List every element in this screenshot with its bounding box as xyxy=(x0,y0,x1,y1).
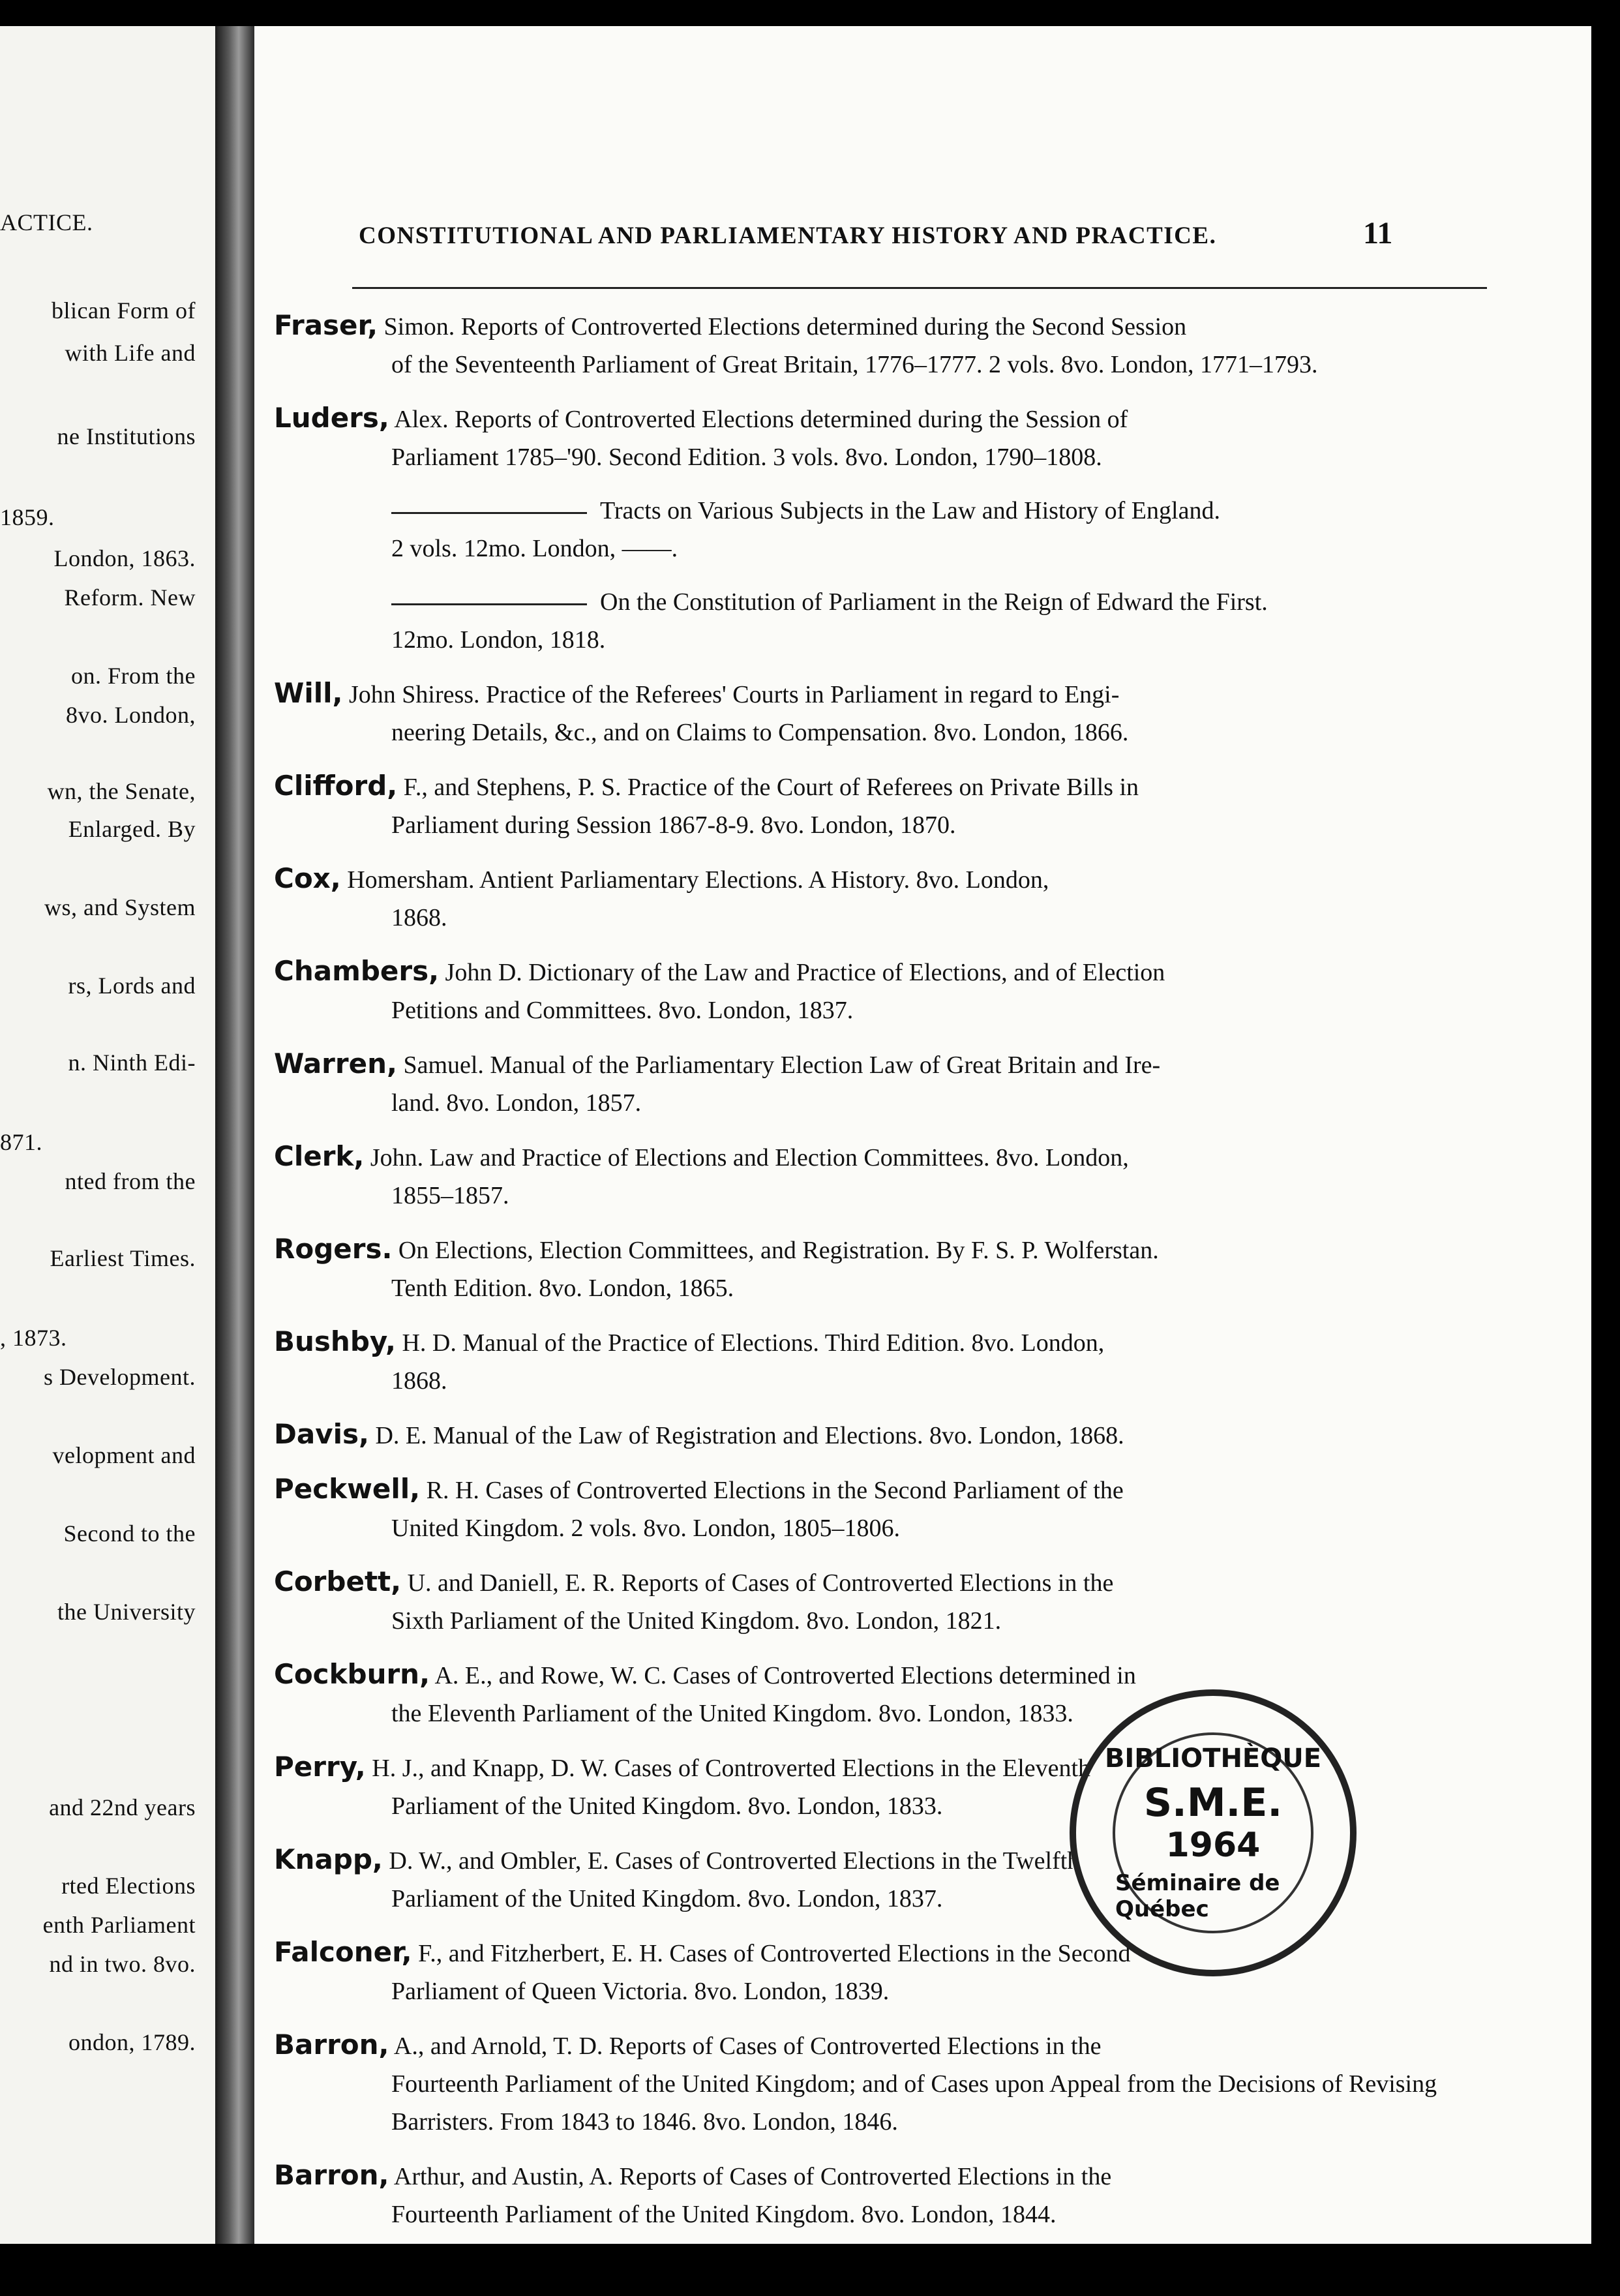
entry-title: F., and Stephens, P. S. Practice of the Court of Referees on Private Bills in xyxy=(397,774,1139,801)
entry-first-line xyxy=(274,2026,1480,2065)
facing-page-line: ondon, 1789. xyxy=(68,2029,196,2055)
entry-author: Davis, xyxy=(274,1418,369,1450)
entry-continuation: Parliament of the United Kingdom. 8vo. London, 1833. xyxy=(391,1792,943,1820)
bibliography-entry xyxy=(274,1138,1480,1215)
facing-page-line: nd in two. 8vo. xyxy=(49,1951,196,1977)
entry-continuation: neering Details, &c., and on Claims to Compensation. 8vo. London, 1866. xyxy=(391,719,1129,746)
entry-continuation: 12mo. London, 1818. xyxy=(391,626,606,654)
bibliography-entry xyxy=(274,399,1480,476)
entry-title: H. D. Manual of the Practice of Elections. Third Edition. 8vo. London, xyxy=(395,1329,1105,1357)
stamp-middle-text: S.M.E. xyxy=(1143,1780,1283,1826)
entry-title: Simon. Reports of Controverted Elections determined during the Second Session xyxy=(378,313,1187,340)
facing-page-line: with Life and xyxy=(65,340,196,366)
entry-author: Rogers. xyxy=(274,1233,393,1265)
entry-first-line xyxy=(274,952,1480,991)
entry-title: John. Law and Practice of Elections and Election Committees. 8vo. London, xyxy=(364,1144,1129,1171)
facing-page xyxy=(0,26,215,2244)
facing-page-line: ws, and System xyxy=(44,894,196,920)
facing-page-line: , 1873. xyxy=(0,1325,67,1351)
facing-page-line: 8vo. London, xyxy=(66,702,196,728)
facing-page-line: rs, Lords and xyxy=(68,973,196,999)
entry-title: John Shiress. Practice of the Referees' Courts in Parliament in regard to Engi- xyxy=(342,681,1120,708)
entry-title: R. H. Cases of Controverted Elections in the Second Parliament of the xyxy=(420,1477,1124,1504)
bibliography-entry xyxy=(274,2156,1480,2233)
entry-author: Cockburn, xyxy=(274,1658,430,1690)
facing-page-line: the University xyxy=(57,1599,196,1625)
entry-title: F., and Fitzherbert, E. H. Cases of Controverted Elections in the Second xyxy=(412,1940,1131,1967)
entry-author: Peckwell, xyxy=(274,1473,421,1505)
entry-author: Cox, xyxy=(274,862,341,894)
entry-continuation: Parliament 1785–'90. Second Edition. 3 vols. 8vo. London, 1790–1808. xyxy=(391,444,1102,471)
bibliography-entry xyxy=(274,1045,1480,1122)
bibliography-entry xyxy=(274,1563,1480,1640)
entry-continuation: the Eleventh Parliament of the United Kingdom. 8vo. London, 1833. xyxy=(391,1700,1073,1727)
facing-page-line: velopment and xyxy=(52,1442,196,1468)
page-number: 11 xyxy=(1363,216,1393,250)
entry-author: Barron, xyxy=(274,2029,389,2061)
entry-first-line xyxy=(274,1323,1480,1362)
bibliography-entry xyxy=(274,860,1480,937)
entry-title: Arthur, and Austin, A. Reports of Cases of Controverted Elections in the xyxy=(389,2163,1112,2190)
facing-page-line: s Development. xyxy=(44,1364,196,1390)
facing-page-line: Reform. New xyxy=(64,584,196,611)
entry-continuation: Fourteenth Parliament of the United Kingdom; and of Cases upon Appeal from the Decisions of Revising Barristers. From 1843 to 1846. 8vo. London, 1846. xyxy=(391,2070,1437,2136)
scan-border-bottom xyxy=(0,2244,1620,2296)
entry-title: A., and Arnold, T. D. Reports of Cases of Controverted Elections in the xyxy=(389,2032,1102,2060)
entry-author: Bushby, xyxy=(274,1325,396,1357)
bibliography-entry xyxy=(274,767,1480,844)
entry-continuation: 1868. xyxy=(391,904,447,931)
entry-first-line xyxy=(274,2156,1480,2196)
stamp-top-text: BIBLIOTHÈQUE xyxy=(1104,1744,1322,1774)
entry-continuation: of the Seventeenth Parliament of Great Britain, 1776–1777. 2 vols. 8vo. London, 1771–1793. xyxy=(391,351,1318,378)
ditto-dash xyxy=(391,512,587,514)
facing-page-line: Second to the xyxy=(63,1520,196,1547)
entry-first-line xyxy=(274,583,1480,621)
entry-continuation: Fourteenth Parliament of the United Kingdom. 8vo. London, 1844. xyxy=(391,2201,1057,2228)
bibliography-entry xyxy=(274,2026,1480,2141)
bibliography-entry xyxy=(274,492,1480,567)
facing-page-line: n. Ninth Edi- xyxy=(68,1050,196,1076)
bibliography-entry xyxy=(274,1230,1480,1307)
entry-author: Falconer, xyxy=(274,1936,412,1968)
facing-page-line: on. From the xyxy=(71,663,196,689)
entry-continuation: land. 8vo. London, 1857. xyxy=(391,1089,642,1117)
entry-first-line xyxy=(274,1230,1480,1269)
entry-title: D. W., and Ombler, E. Cases of Controverted Elections in the Twelfth xyxy=(382,1847,1080,1875)
entry-continuation: Parliament of the United Kingdom. 8vo. London, 1837. xyxy=(391,1885,943,1912)
entry-author: Perry, xyxy=(274,1751,366,1783)
header-rule xyxy=(352,287,1487,289)
entry-continuation: Sixth Parliament of the United Kingdom. 8vo. London, 1821. xyxy=(391,1607,1002,1635)
entry-title: D. E. Manual of the Law of Registration and Elections. 8vo. London, 1868. xyxy=(368,1422,1124,1449)
entry-author: Luders, xyxy=(274,402,389,434)
entry-first-line xyxy=(274,767,1480,806)
entry-first-line xyxy=(274,1138,1480,1177)
entry-author: Knapp, xyxy=(274,1843,383,1875)
bibliography-entry xyxy=(274,674,1480,751)
facing-page-line: blican Form of xyxy=(52,297,196,324)
entry-title: Alex. Reports of Controverted Elections determined during the Session of xyxy=(389,406,1128,433)
entry-author: Clifford, xyxy=(274,770,398,802)
entry-continuation: Parliament during Session 1867-8-9. 8vo. London, 1870. xyxy=(391,811,956,839)
bibliography-entry xyxy=(274,1470,1480,1547)
entry-continuation: United Kingdom. 2 vols. 8vo. London, 1805–1806. xyxy=(391,1515,901,1542)
entry-author: Chambers, xyxy=(274,955,440,987)
facing-page-line: 1859. xyxy=(0,504,55,530)
library-stamp-inner xyxy=(1104,1732,1322,1933)
entry-first-line xyxy=(274,1045,1480,1084)
facing-page-line: Earliest Times. xyxy=(50,1245,196,1271)
entry-first-line xyxy=(274,492,1480,530)
entry-first-line xyxy=(274,1415,1480,1455)
entry-continuation: Parliament of Queen Victoria. 8vo. London, 1839. xyxy=(391,1978,890,2005)
entry-continuation: 1868. xyxy=(391,1367,447,1395)
bibliography-entry xyxy=(274,1323,1480,1400)
stamp-bottom-text: Séminaire de Québec xyxy=(1115,1870,1280,1922)
entry-title: On the Constitution of Parliament in the Reign of Edward the First. xyxy=(600,588,1268,616)
bibliography-entry xyxy=(274,583,1480,659)
entry-title: John D. Dictionary of the Law and Practice of Elections, and of Election xyxy=(439,959,1165,986)
entry-title: On Elections, Election Committees, and Registration. By F. S. P. Wolferstan. xyxy=(392,1237,1159,1264)
entry-first-line xyxy=(274,399,1480,438)
page-header: CONSTITUTIONAL AND PARLIAMENTARY HISTORY AND PRACTICE. xyxy=(359,222,1217,249)
facing-page-line: London, 1863. xyxy=(53,545,196,571)
entry-author: Warren, xyxy=(274,1048,397,1080)
entry-first-line xyxy=(274,860,1480,899)
bibliography-entry xyxy=(274,1415,1480,1455)
entry-continuation: Petitions and Committees. 8vo. London, 1837. xyxy=(391,997,854,1024)
entry-title: H. J., and Knapp, D. W. Cases of Controverted Elections in the Eleventh xyxy=(365,1755,1091,1782)
book-gutter xyxy=(215,26,254,2244)
entry-first-line xyxy=(274,674,1480,714)
facing-page-line: rted Elections xyxy=(61,1873,196,1899)
entry-author: Barron, xyxy=(274,2159,389,2191)
main-page xyxy=(254,26,1591,2244)
bibliography-entry xyxy=(274,307,1480,384)
entry-title: Tracts on Various Subjects in the Law and History of England. xyxy=(600,497,1220,524)
entry-author: Corbett, xyxy=(274,1565,402,1597)
entry-author: Fraser, xyxy=(274,309,378,341)
entry-title: U. and Daniell, E. R. Reports of Cases of Controverted Elections in the xyxy=(401,1569,1114,1597)
entry-continuation: Tenth Edition. 8vo. London, 1865. xyxy=(391,1275,734,1302)
facing-page-line: and 22nd years xyxy=(49,1794,196,1820)
library-stamp xyxy=(1070,1689,1357,1976)
bibliography-entry xyxy=(274,952,1480,1029)
facing-page-line: 871. xyxy=(0,1129,42,1155)
entry-title: Homersham. Antient Parliamentary Elections. A History. 8vo. London, xyxy=(340,866,1049,894)
facing-page-line: enth Parliament xyxy=(42,1912,196,1938)
stamp-year: 1964 xyxy=(1165,1826,1261,1865)
entry-continuation: 1855–1857. xyxy=(391,1182,509,1209)
scan-border-top xyxy=(0,0,1620,26)
entry-author: Will, xyxy=(274,677,343,709)
entry-author: Clerk, xyxy=(274,1140,365,1172)
facing-page-line: nted from the xyxy=(65,1168,196,1194)
entry-title: A. E., and Rowe, W. C. Cases of Controverted Elections determined in xyxy=(430,1662,1136,1689)
entry-first-line xyxy=(274,307,1480,346)
entry-title: Samuel. Manual of the Parliamentary Election Law of Great Britain and Ire- xyxy=(397,1051,1161,1079)
entry-continuation: 2 vols. 12mo. London, ——. xyxy=(391,535,678,562)
entry-first-line xyxy=(274,1563,1480,1602)
facing-page-line: ACTICE. xyxy=(0,209,93,235)
ditto-dash xyxy=(391,603,587,605)
entry-first-line xyxy=(274,1470,1480,1509)
facing-page-line: wn, the Senate, xyxy=(47,778,196,804)
facing-page-line: Enlarged. By xyxy=(68,816,196,842)
facing-page-line: ne Institutions xyxy=(57,423,196,449)
bibliography-list xyxy=(274,307,1480,2249)
entry-first-line xyxy=(274,1655,1480,1695)
